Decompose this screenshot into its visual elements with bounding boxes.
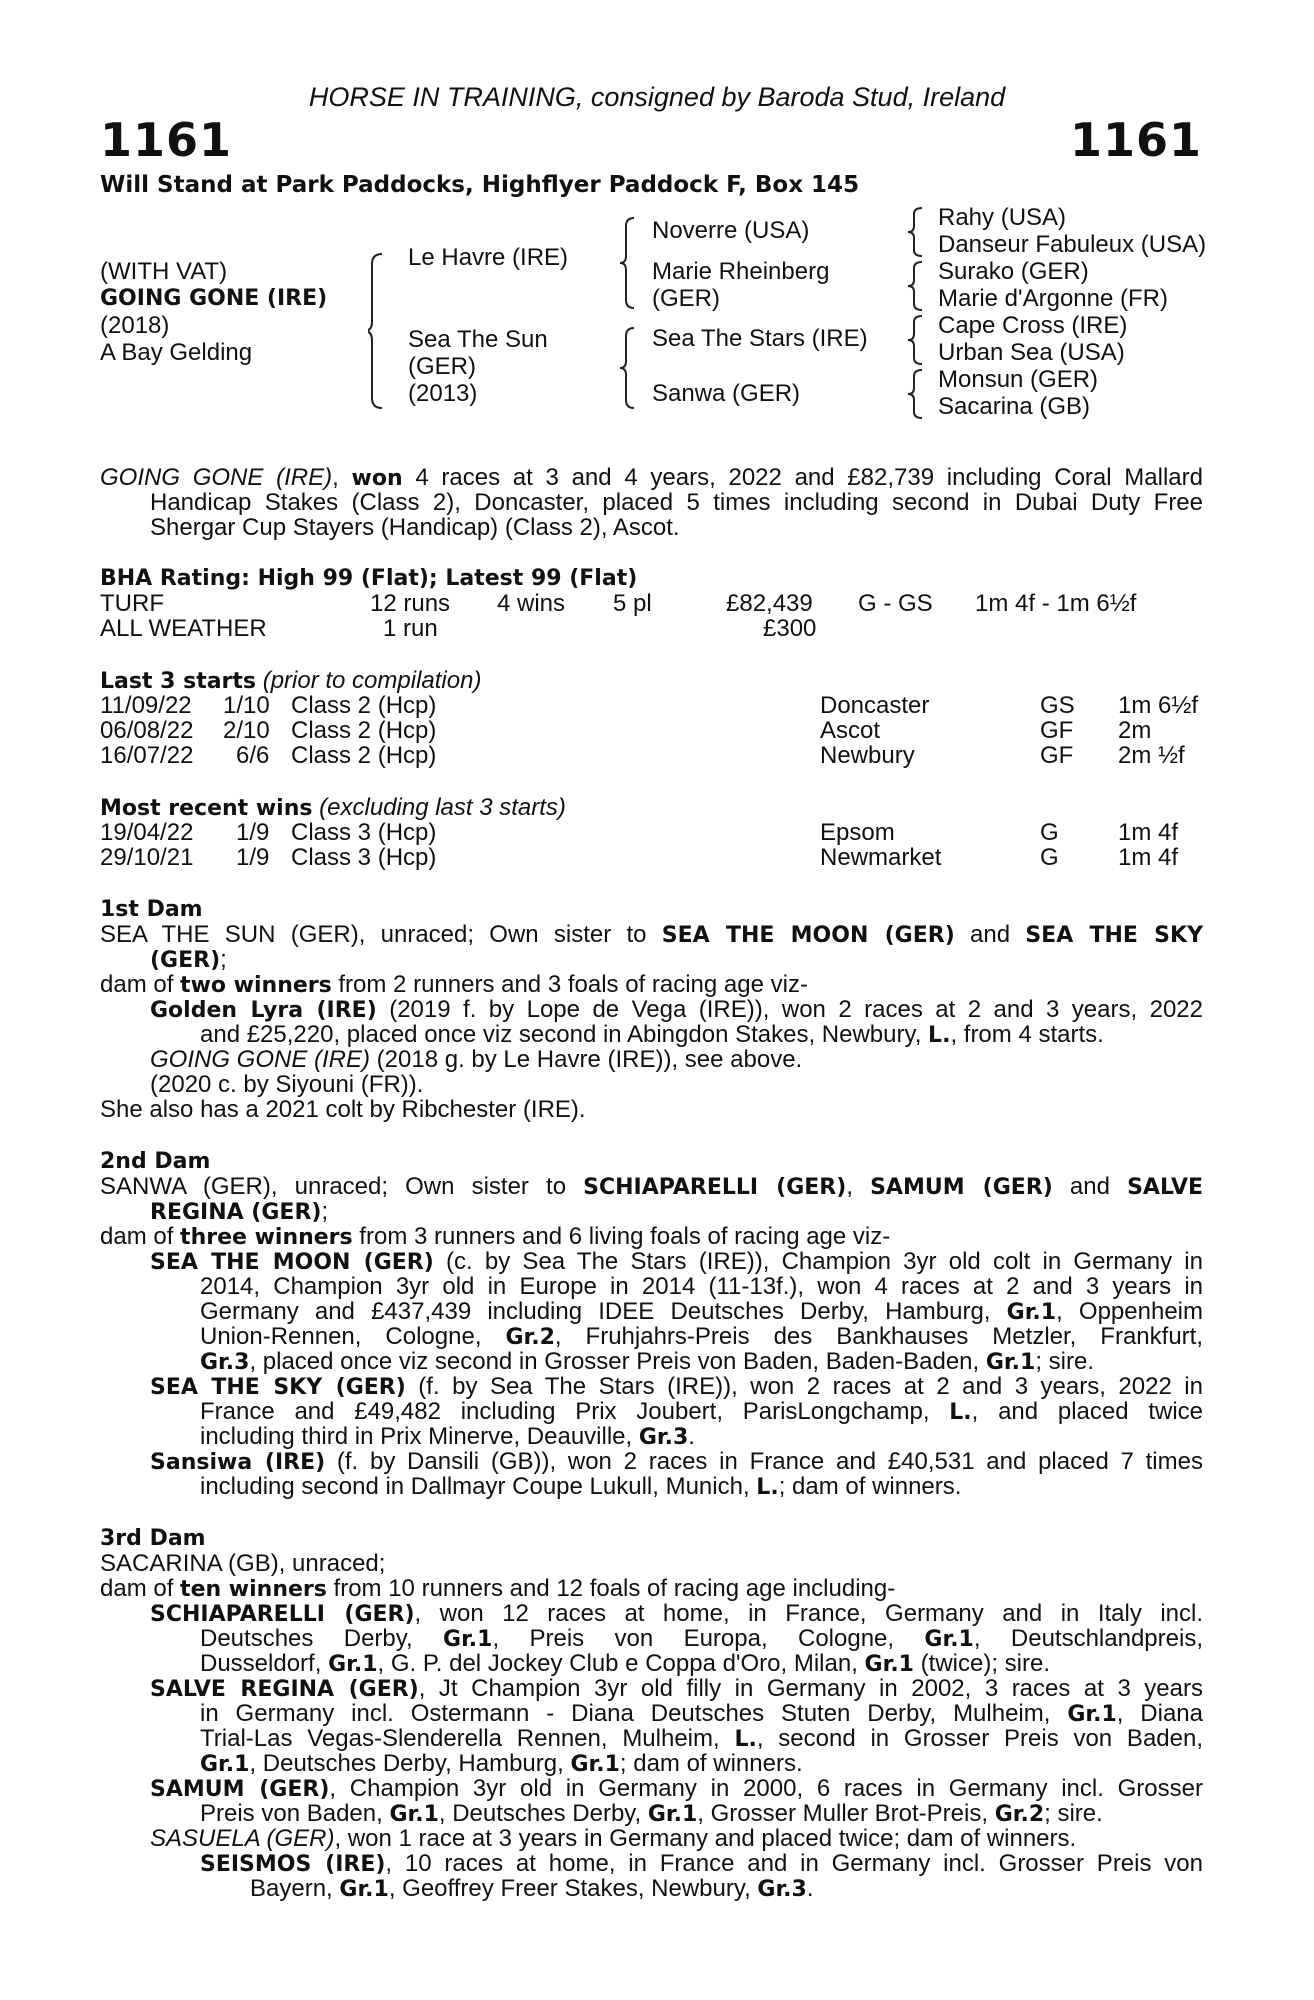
pedigree-brace-main	[368, 252, 390, 410]
dam3-line: SCHIAPARELLI (GER), won 12 races at home, in France, Germany and in Italy incl.	[150, 1600, 1204, 1627]
dam-sire: Sea The Stars (IRE)	[652, 325, 868, 352]
consignor-line: HORSE IN TRAINING, consigned by Baroda Stud, Ireland	[308, 82, 1006, 112]
sire-sire: Noverre (USA)	[652, 217, 810, 244]
dam1-line: dam of two winners from 2 runners and 3 foals of racing age viz-	[100, 971, 808, 998]
dam3-line: dam of ten winners from 10 runners and 12 foals of racing age including-	[100, 1575, 896, 1602]
lot-number-right: 1161	[1069, 113, 1202, 167]
dam1-line: and £25,220, placed once viz second in Abingdon Stakes, Newbury, L., from 4 starts.	[200, 1021, 1104, 1048]
dam2-line: SEA THE MOON (GER) (c. by Sea The Stars (IRE)), Champion 3yr old colt in Germany in	[150, 1248, 1203, 1275]
pedigree-brace-sire	[620, 216, 640, 310]
summary-line3: Shergar Cup Stayers (Handicap) (Class 2), Ascot.	[150, 514, 680, 541]
gen3-sss: Rahy (USA)	[938, 204, 1067, 231]
gen3-dds: Monsun (GER)	[938, 366, 1099, 393]
pedigree-brace-gen3-4	[908, 368, 926, 420]
dam2-line: SEA THE SKY (GER) (f. by Sea The Stars (IRE)), won 2 races at 2 and 3 years, 2022 in	[150, 1373, 1203, 1400]
gen3-ddd: Sacarina (GB)	[938, 393, 1091, 420]
dam3-line: Deutsches Derby, Gr.1, Preis von Europa, Cologne, Gr.1, Deutschlandpreis,	[200, 1625, 1203, 1652]
dam-name-line3: (2013)	[408, 380, 478, 407]
dam3-heading: 3rd Dam	[100, 1526, 206, 1551]
last3-title: Last 3 starts (prior to compilation)	[100, 667, 482, 694]
dam2-line: 2014, Champion 3yr old in Europe in 2014 (11-13f.), won 4 races at 2 and 3 years in	[200, 1273, 1203, 1300]
sire-dam-line1: Marie Rheinberg	[652, 258, 830, 285]
pedigree-brace-gen3-1	[908, 206, 926, 258]
dam2-line: Gr.3, placed once viz second in Grosser Preis von Baden, Baden-Baden, Gr.1; sire.	[200, 1348, 1094, 1375]
sire-dam-line2: (GER)	[652, 285, 720, 312]
gen3-dss: Cape Cross (IRE)	[938, 312, 1128, 339]
dam3-line: SACARINA (GB), unraced;	[100, 1550, 386, 1577]
gen3-sds: Surako (GER)	[938, 258, 1089, 285]
dam1-line: SEA THE SUN (GER), unraced; Own sister to SEA THE MOON (GER) and SEA THE SKY	[100, 921, 1204, 948]
dam-name-line1: Sea The Sun	[408, 326, 548, 353]
dam3-line: SEISMOS (IRE), 10 races at home, in France and in Germany incl. Grosser Preis von	[200, 1850, 1203, 1877]
gen3-ssd: Danseur Fabuleux (USA)	[938, 231, 1207, 258]
recent-wins-title: Most recent wins (excluding last 3 starts)	[100, 794, 566, 821]
summary-line2: Handicap Stakes (Class 2), Doncaster, placed 5 times including second in Dubai Duty Free	[150, 489, 1203, 516]
summary-line1: GOING GONE (IRE), won 4 races at 3 and 4 years, 2022 and £82,739 including Coral Mallard	[100, 464, 1203, 491]
dam-name-line2: (GER)	[408, 353, 476, 380]
horse-name: GOING GONE (IRE)	[100, 286, 328, 311]
horse-description: A Bay Gelding	[100, 339, 253, 366]
dam-dam: Sanwa (GER)	[652, 380, 801, 407]
dam2-line: France and £49,482 including Prix Joubert, ParisLongchamp, L., and placed twice	[200, 1398, 1203, 1425]
dam1-line: GOING GONE (IRE) (2018 g. by Le Havre (IRE)), see above.	[150, 1046, 803, 1073]
dam2-line: Germany and £437,439 including IDEE Deutsches Derby, Hamburg, Gr.1, Oppenheim	[200, 1298, 1203, 1325]
dam2-line: Union-Rennen, Cologne, Gr.2, Fruhjahrs-Preis des Bankhauses Metzler, Frankfurt,	[200, 1323, 1203, 1350]
dam2-line: SANWA (GER), unraced; Own sister to SCHIAPARELLI (GER), SAMUM (GER) and SALVE	[100, 1173, 1203, 1200]
dam1-line: (GER);	[150, 946, 227, 973]
dam3-line: Gr.1, Deutsches Derby, Hamburg, Gr.1; dam of winners.	[200, 1750, 803, 1777]
horse-year: (2018)	[100, 312, 170, 339]
pedigree-brace-gen3-3	[908, 314, 926, 366]
lot-number-left: 1161	[100, 113, 233, 167]
dam3-line: Trial-Las Vegas-Slenderella Rennen, Mulheim, L., second in Grosser Preis von Baden,	[200, 1725, 1203, 1752]
dam3-line: SASUELA (GER), won 1 race at 3 years in Germany and placed twice; dam of winners.	[150, 1825, 1077, 1852]
dam3-line: Dusseldorf, Gr.1, G. P. del Jockey Club e Coppa d'Oro, Milan, Gr.1 (twice); sire.	[200, 1650, 1050, 1677]
pedigree-brace-gen3-2	[908, 260, 926, 312]
rating-title: BHA Rating: High 99 (Flat); Latest 99 (Flat)	[100, 566, 638, 591]
dam1-heading: 1st Dam	[100, 897, 203, 922]
dam3-line: SALVE REGINA (GER), Jt Champion 3yr old filly in Germany in 2002, 3 races at 3 years	[150, 1675, 1203, 1702]
dam3-line: in Germany incl. Ostermann - Diana Deutsches Stuten Derby, Mulheim, Gr.1, Diana	[200, 1700, 1204, 1727]
dam3-line: SAMUM (GER), Champion 3yr old in Germany in 2000, 6 races in Germany incl. Grosser	[150, 1775, 1203, 1802]
dam1-line: She also has a 2021 colt by Ribchester (IRE).	[100, 1096, 586, 1123]
dam2-heading: 2nd Dam	[100, 1149, 211, 1174]
gen3-dsd: Urban Sea (USA)	[938, 339, 1125, 366]
dam3-line: Preis von Baden, Gr.1, Deutsches Derby, Gr.1, Grosser Muller Brot-Preis, Gr.2; sire.	[200, 1800, 1103, 1827]
stand-location: Will Stand at Park Paddocks, Highflyer Paddock F, Box 145	[100, 172, 860, 198]
dam3-line: Bayern, Gr.1, Geoffrey Freer Stakes, Newbury, Gr.3.	[250, 1875, 814, 1902]
dam2-line: including second in Dallmayr Coupe Lukull, Munich, L.; dam of winners.	[200, 1473, 962, 1500]
dam2-line: Sansiwa (IRE) (f. by Dansili (GB)), won 2 races in France and £40,531 and placed 7 times	[150, 1448, 1203, 1475]
dam1-line: (2020 c. by Siyouni (FR)).	[150, 1071, 424, 1098]
gen3-sdd: Marie d'Argonne (FR)	[938, 285, 1168, 312]
vat-label: (WITH VAT)	[100, 258, 228, 285]
sire-name: Le Havre (IRE)	[408, 244, 569, 271]
dam2-line: dam of three winners from 3 runners and 6 living foals of racing age viz-	[100, 1223, 891, 1250]
dam2-line: including third in Prix Minerve, Deauville, Gr.3.	[200, 1423, 695, 1450]
dam2-line: REGINA (GER);	[150, 1198, 329, 1225]
pedigree-brace-dam	[620, 326, 640, 410]
dam1-line: Golden Lyra (IRE) (2019 f. by Lope de Vega (IRE)), won 2 races at 2 and 3 years, 2022	[150, 996, 1204, 1023]
